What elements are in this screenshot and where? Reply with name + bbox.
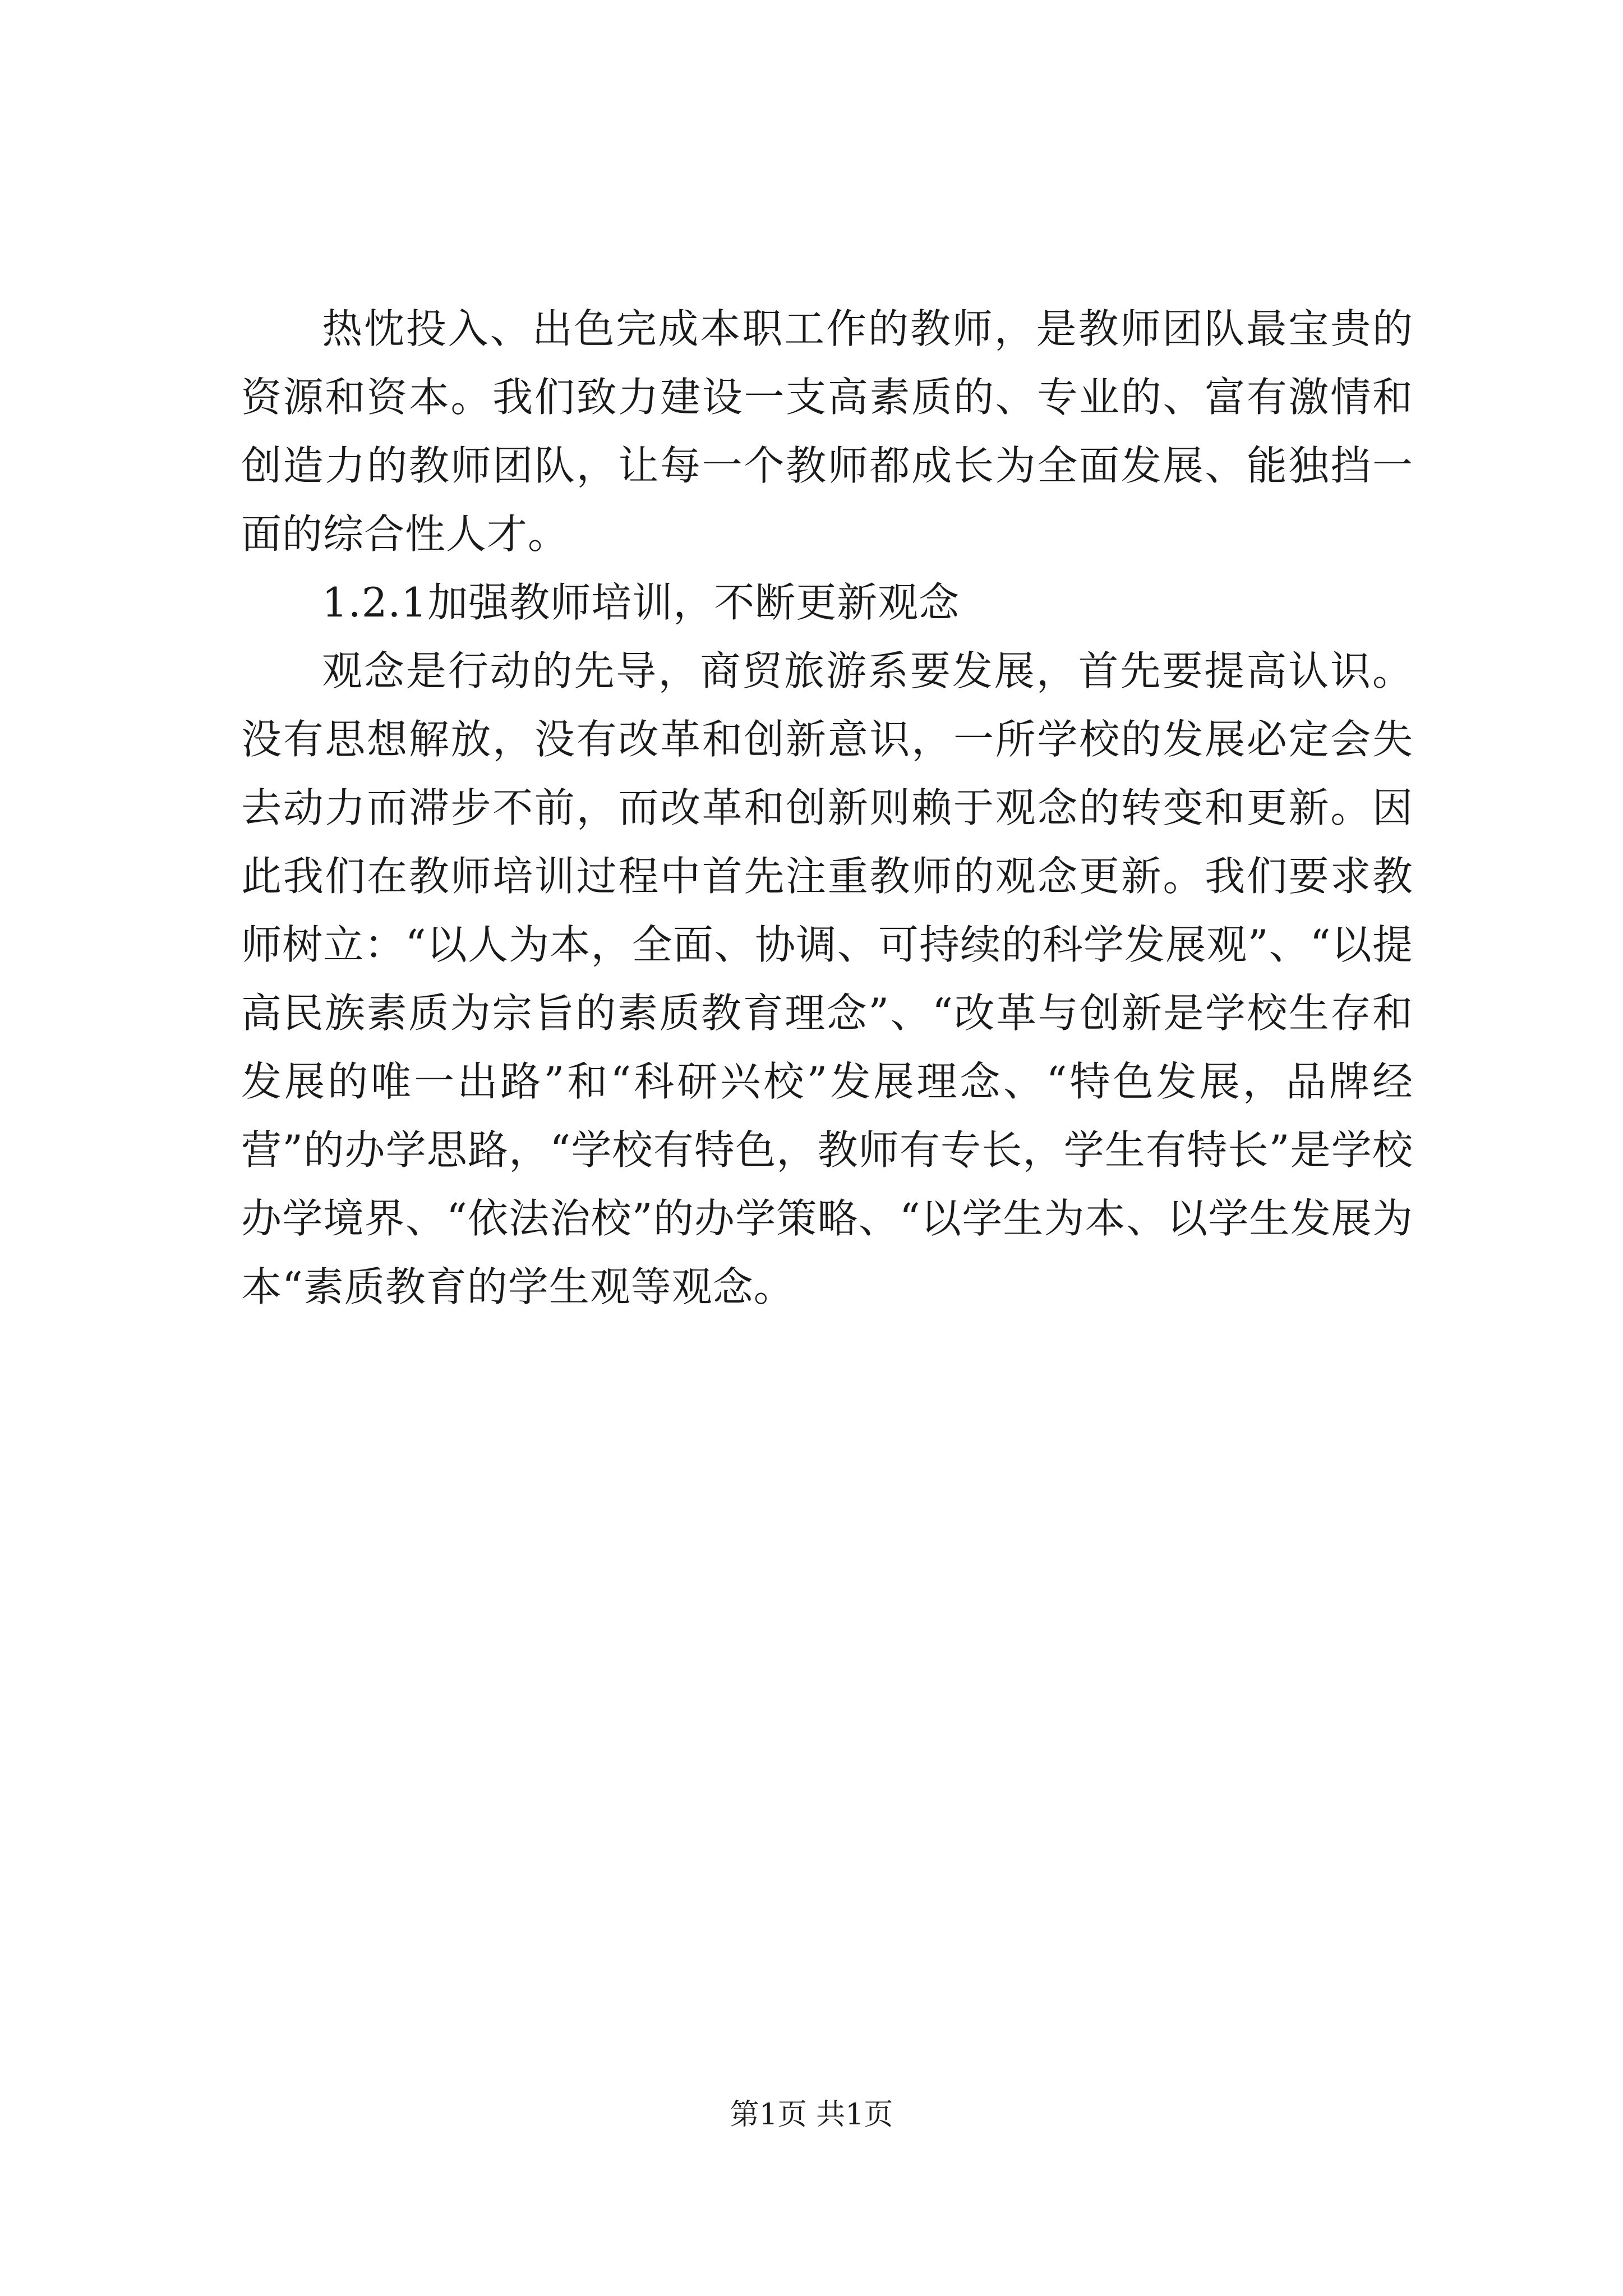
document-body [241, 295, 1413, 1321]
paragraph-concept-update: 观念是行动的先导，商贸旅游系要发展，首先要提高认识。没有思想解放，没有改革和创新意识，一所学校的发展必定会失去动力而滞步不前，而改革和创新则赖于观念的转变和更新。因此我们在教师培训过程中首先注重教师的观念更新。我们要求教师树立：“以人为本，全面、协调、可持续的科学发展观”、“以提高民族素质为宗旨的素质教育理念”、“改革与创新是学校生存和发展的唯一出路”和“科研兴校”发展理念、“特色发展，品牌经营”的办学思路，“学校有特色，教师有专长，学生有特长”是学校办学境界、“依法治校”的办学策略、“以学生为本、以学生发展为本“素质教育的学生观等观念。 [241, 647, 1413, 1310]
section-heading: 1.2.1加强教师培训，不断更新观念 [322, 579, 960, 626]
page-footer: 第1页 共1页 [730, 2098, 893, 2132]
paragraph-teacher-team: 热忱投入、出色完成本职工作的教师，是教师团队最宝贵的资源和资本。我们致力建设一支高素质的、专业的、富有激情和创造力的教师团队，让每一个教师都成长为全面发展、能独挡一面的综合性人才。 [241, 305, 1413, 558]
